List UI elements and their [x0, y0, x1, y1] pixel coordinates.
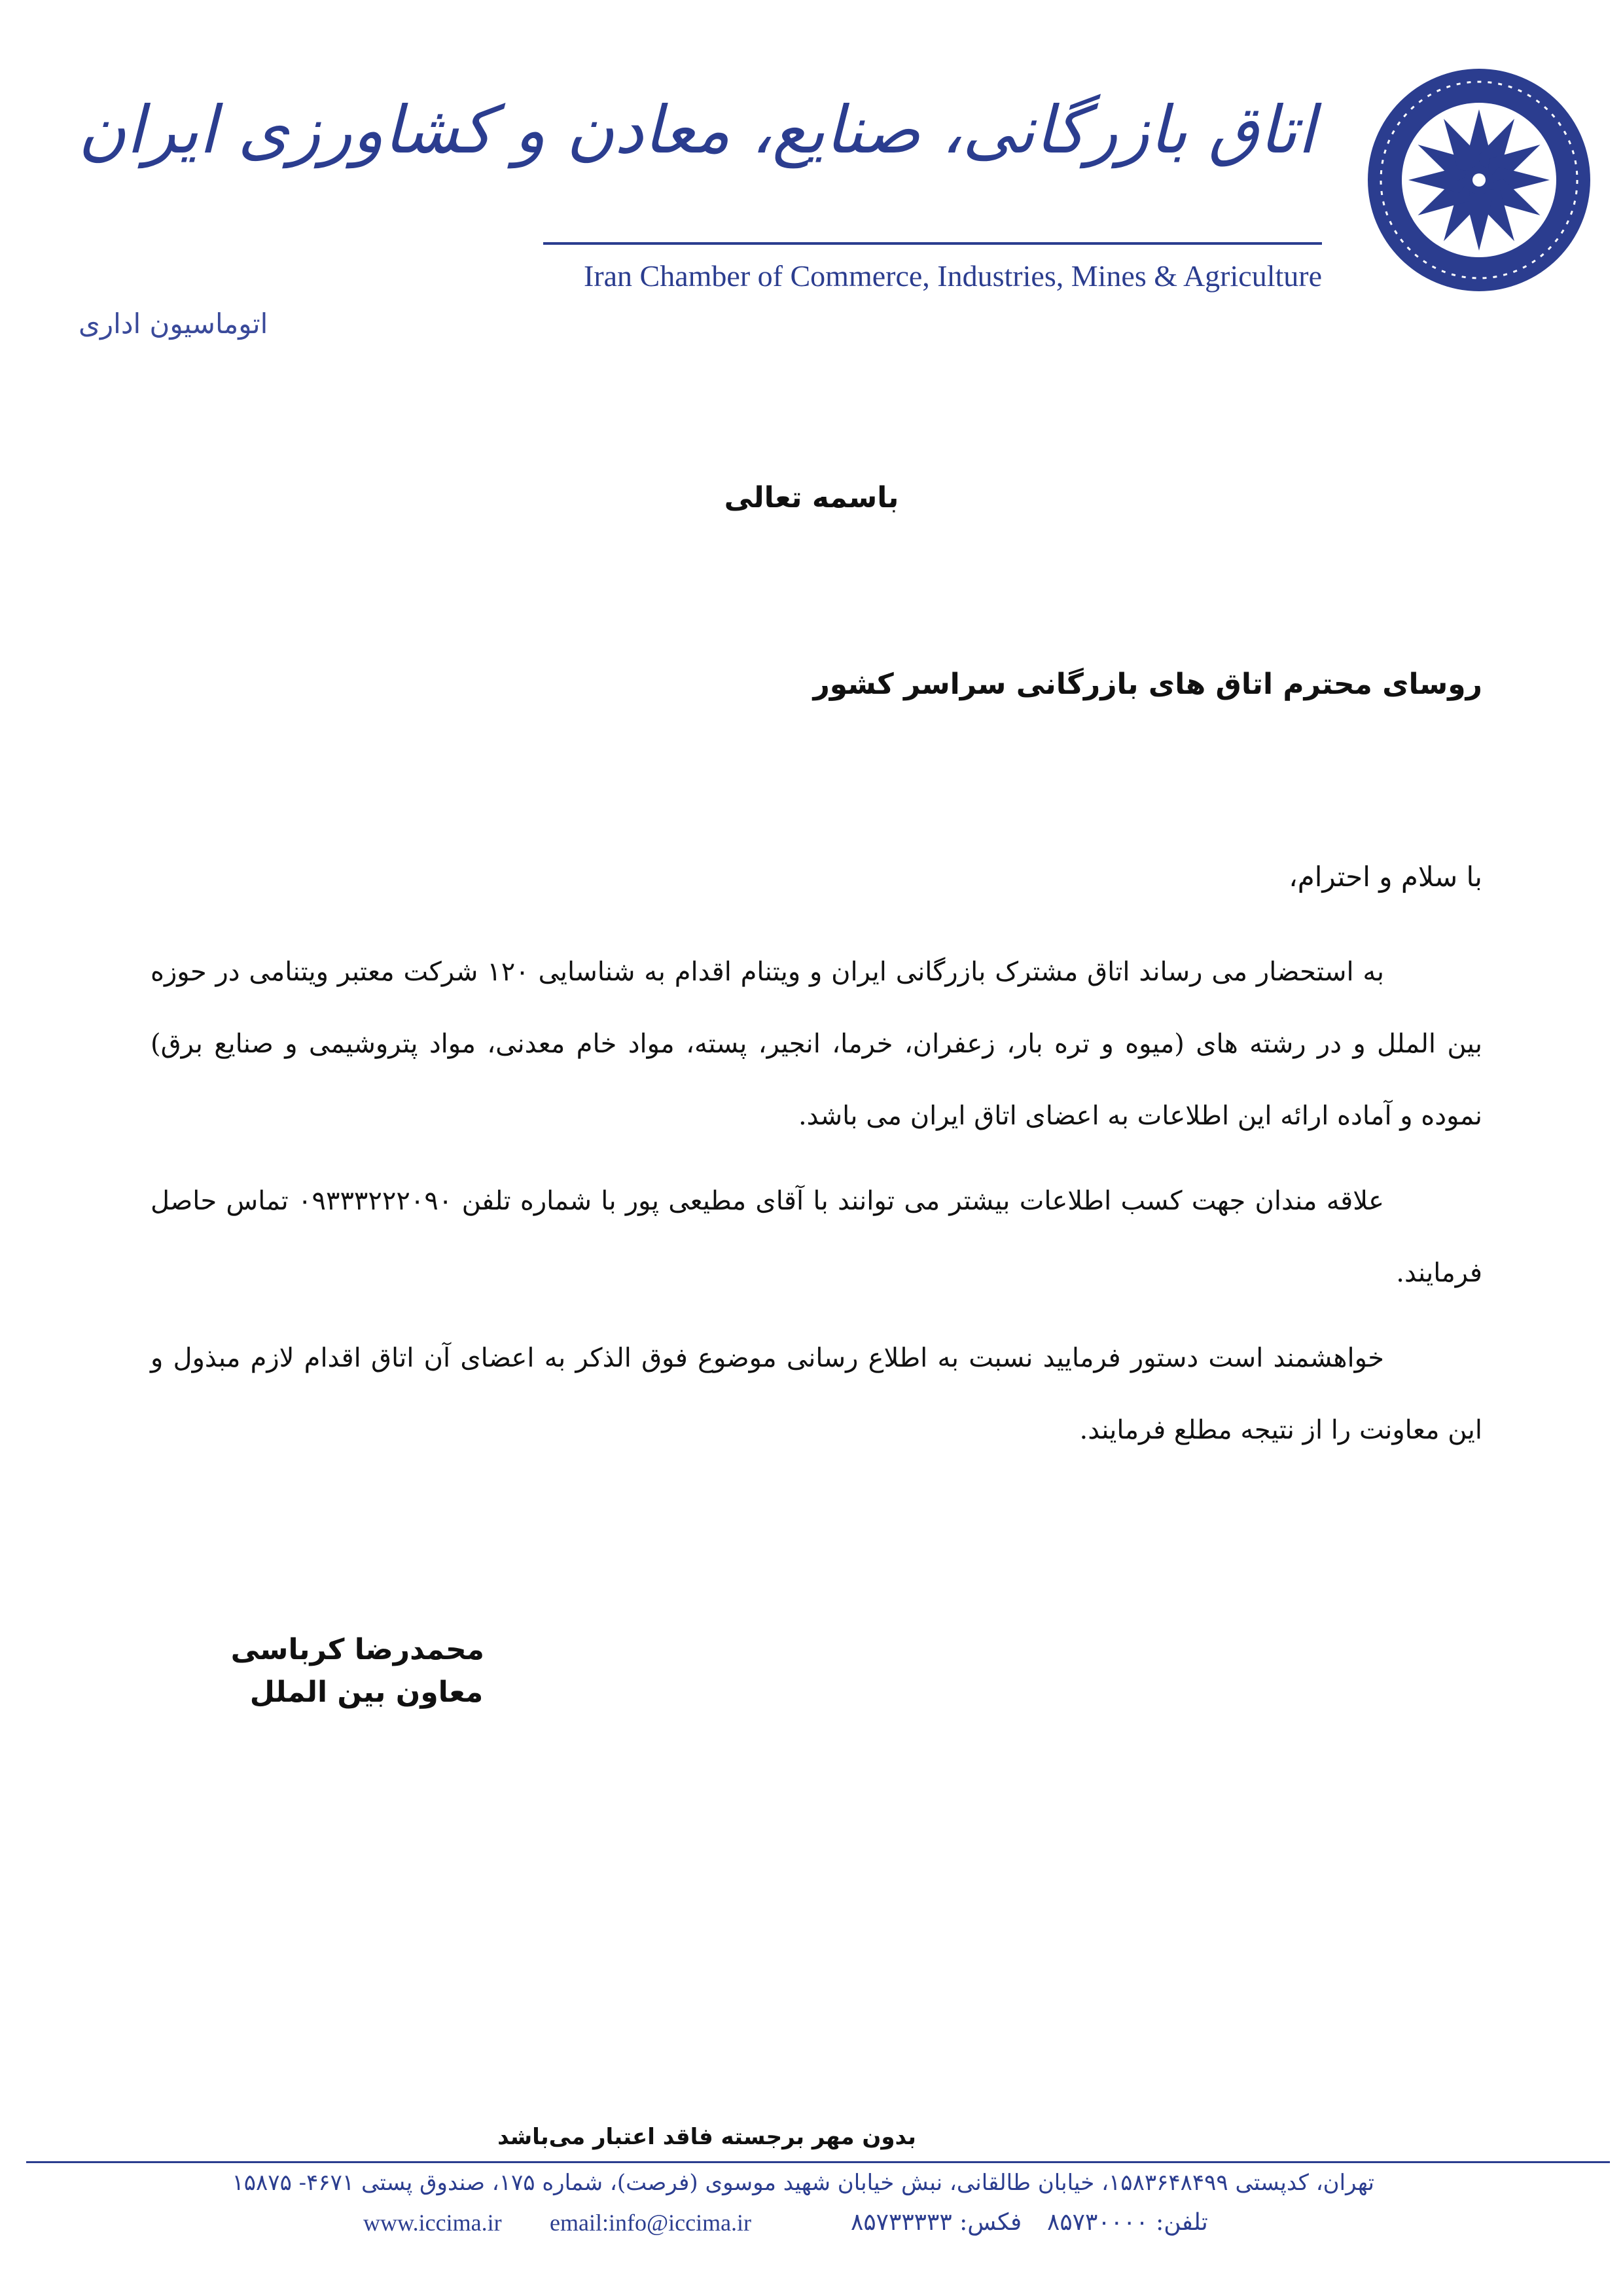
greeting: با سلام و احترام، [1289, 861, 1482, 893]
footer-divider [26, 2161, 1610, 2163]
recipient-line: روسای محترم اتاق های بازرگانی سراسر کشور [813, 668, 1482, 701]
body-paragraph: علاقه مندان جهت کسب اطلاعات بیشتر می توانند با آقای مطیعی پور با شماره تلفن ۰۹۳۳۳۲۲۲۰۹۰ تماس حاصل فرمایند. [151, 1186, 1482, 1288]
iccima-emblem-icon [1361, 62, 1597, 298]
phone-number: تلفن: ۸۵۷۳۰۰۰۰ [1047, 2209, 1208, 2236]
website-link[interactable]: www.iccima.ir [363, 2210, 502, 2236]
body-paragraph: خواهشمند است دستور فرمایید نسبت به اطلاع رسانی موضوع فوق الذکر به اعضای آن اتاق اقدام لازم مبذول و این معاونت را از نتیجه مطلع فرمایند. [151, 1343, 1482, 1445]
footer-contact [353, 2209, 1208, 2242]
header-persian-name: اتاق بازرگانی، صنایع، معادن و کشاورزی ایران [78, 92, 1315, 168]
fax-number: فکس: ۸۵۷۳۳۳۳۳ [851, 2209, 1022, 2236]
signer-name: محمدرضا کرباسی [230, 1633, 484, 1666]
invocation-heading: باسمه تعالی [724, 481, 899, 514]
body-paragraph: به استحضار می رساند اتاق مشترک بازرگانی ایران و ویتنام اقدام به شناسایی ۱۲۰ شرکت معتبر ویتنامی در حوزه بین الملل و در رشته های (میوه و تره بار، زعفران، خرما، انجیر، پسته، مواد خام معدنی، مواد پتروشیمی و صنایع برق) نموده و آماده ارائه این اطلاعات به اعضای اتاق ایران می باشد. [151, 957, 1483, 1131]
header-divider [543, 242, 1322, 245]
email-link[interactable]: email:info@iccima.ir [550, 2210, 752, 2236]
header-english-name: Iran Chamber of Commerce, Industries, Mines & Agriculture [584, 259, 1322, 293]
office-automation-label: اتوماسیون اداری [79, 308, 268, 340]
validity-note: بدون مهر برجسته فاقد اعتبار می‌باشد [497, 2124, 916, 2150]
footer-address: تهران، کدپستی ۱۵۸۳۶۴۸۴۹۹، خیابان طالقانی، نبش خیابان شهید موسوی (فرصت)، شماره ۱۷۵، صندوق پستی ۴۶۷۱- ۱۵۸۷۵ [232, 2170, 1374, 2196]
signer-title: معاون بین الملل [249, 1676, 484, 1709]
